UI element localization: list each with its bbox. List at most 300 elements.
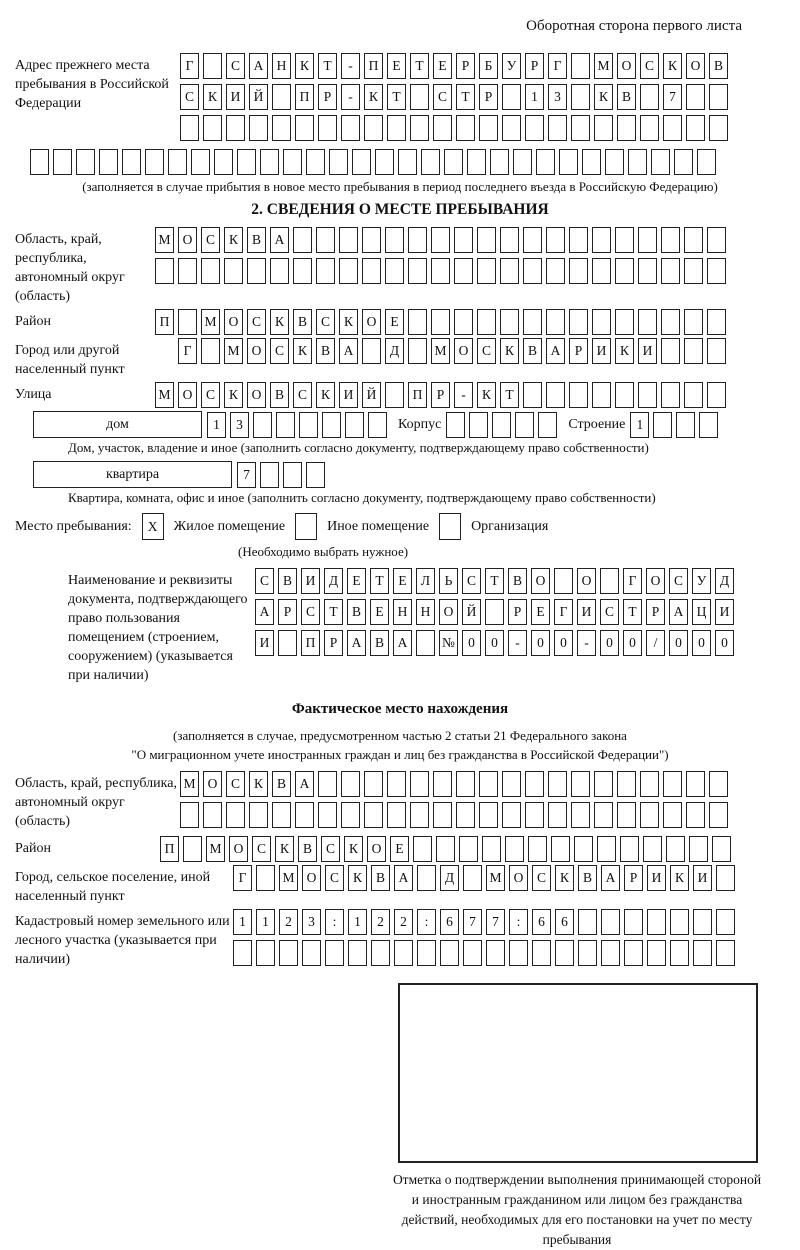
city-row xyxy=(178,338,726,364)
form-cell xyxy=(387,802,406,828)
form-cell xyxy=(385,258,404,284)
form-cell xyxy=(272,84,291,110)
form-cell xyxy=(155,258,174,284)
form-cell xyxy=(385,382,404,408)
form-cell xyxy=(479,802,498,828)
form-cell: Т xyxy=(485,568,504,594)
prev-address-row-2 xyxy=(180,84,728,110)
form-cell xyxy=(30,149,49,175)
prev-address-rows xyxy=(180,53,728,146)
form-cell xyxy=(214,149,233,175)
form-cell xyxy=(551,836,570,862)
form-cell: С xyxy=(325,865,344,891)
district-label: Район xyxy=(15,314,51,329)
form-cell: К xyxy=(275,836,294,862)
house-box: дом xyxy=(33,411,202,438)
form-cell: В xyxy=(278,568,297,594)
form-cell xyxy=(433,115,452,141)
document-row-3 xyxy=(255,630,734,656)
form-cell: 1 xyxy=(348,909,367,935)
form-cell: О xyxy=(203,771,222,797)
form-cell xyxy=(709,115,728,141)
district-row xyxy=(155,309,726,335)
form-cell: 7 xyxy=(663,84,682,110)
form-cell: Р xyxy=(624,865,643,891)
form-cell: М xyxy=(431,338,450,364)
form-cell: М xyxy=(155,227,174,253)
form-cell: Р xyxy=(479,84,498,110)
form-cell: Т xyxy=(410,53,429,79)
form-cell: И xyxy=(592,338,611,364)
form-cell: М xyxy=(180,771,199,797)
form-cell xyxy=(592,309,611,335)
form-cell xyxy=(661,227,680,253)
form-cell xyxy=(417,865,436,891)
form-cell xyxy=(256,865,275,891)
form-cell xyxy=(122,149,141,175)
form-cell: Г xyxy=(623,568,642,594)
cadastre-rows xyxy=(233,909,735,971)
cadastre-row-2 xyxy=(233,940,735,966)
form-cell: О xyxy=(224,309,243,335)
form-cell: М xyxy=(206,836,225,862)
form-cell xyxy=(716,909,735,935)
form-cell xyxy=(446,412,465,438)
form-cell xyxy=(385,227,404,253)
form-cell xyxy=(318,802,337,828)
form-cell: О xyxy=(247,338,266,364)
form-cell xyxy=(615,309,634,335)
form-cell xyxy=(375,149,394,175)
form-cell xyxy=(201,258,220,284)
form-cell: В xyxy=(523,338,542,364)
form-cell: С xyxy=(255,568,274,594)
form-cell xyxy=(663,115,682,141)
actual-location-note-2: "О миграционном учете иностранных граждан и лиц без гражданства в Российской Федерации") xyxy=(131,747,669,762)
form-cell xyxy=(237,149,256,175)
form-cell xyxy=(316,258,335,284)
form-cell: Д xyxy=(324,568,343,594)
form-cell: С xyxy=(226,771,245,797)
region-rows xyxy=(155,227,726,289)
form-cell xyxy=(224,258,243,284)
form-cell xyxy=(661,382,680,408)
form-cell xyxy=(716,865,735,891)
form-cell xyxy=(178,258,197,284)
form-cell: Н xyxy=(393,599,412,625)
form-cell: Д xyxy=(440,865,459,891)
form-cell: К xyxy=(224,382,243,408)
form-cell xyxy=(99,149,118,175)
form-cell xyxy=(276,412,295,438)
form-cell xyxy=(444,149,463,175)
form-cell: С xyxy=(180,84,199,110)
form-cell: А xyxy=(339,338,358,364)
form-cell xyxy=(546,382,565,408)
form-cell: 2 xyxy=(371,909,390,935)
form-cell xyxy=(387,115,406,141)
form-cell xyxy=(592,382,611,408)
form-cell: 3 xyxy=(230,412,249,438)
form-cell xyxy=(523,227,542,253)
form-cell xyxy=(53,149,72,175)
form-cell: № xyxy=(439,630,458,656)
form-cell xyxy=(653,412,672,438)
form-cell xyxy=(362,227,381,253)
form-cell: В xyxy=(347,599,366,625)
form-cell: О xyxy=(686,53,705,79)
form-cell xyxy=(709,771,728,797)
form-cell: 0 xyxy=(669,630,688,656)
form-cell: В xyxy=(370,630,389,656)
apartment-note: Квартира, комната, офис и иное (заполнить согласно документу, подтверждающему право собственности) xyxy=(68,490,656,505)
form-cell xyxy=(666,836,685,862)
form-cell xyxy=(387,771,406,797)
form-cell: Г xyxy=(178,338,197,364)
form-cell xyxy=(707,227,726,253)
form-cell xyxy=(689,836,708,862)
form-cell: С xyxy=(301,599,320,625)
form-cell xyxy=(697,149,716,175)
form-cell xyxy=(684,382,703,408)
form-cell xyxy=(293,227,312,253)
form-cell xyxy=(628,149,647,175)
actual-region-label: Область, край, республика, автономный округ (область) xyxy=(15,776,177,829)
prev-address-row-1 xyxy=(180,53,728,79)
form-cell xyxy=(647,909,666,935)
stay-type-row xyxy=(0,513,800,540)
form-cell: Б xyxy=(479,53,498,79)
form-cell xyxy=(339,227,358,253)
form-cell xyxy=(454,309,473,335)
document-row-1 xyxy=(255,568,734,594)
actual-location-note-1: (заполняется в случае, предусмотренном частью 2 статьи 21 Федерального закона xyxy=(173,728,627,743)
form-cell xyxy=(362,338,381,364)
form-cell: В xyxy=(272,771,291,797)
form-cell xyxy=(617,802,636,828)
form-cell xyxy=(546,227,565,253)
form-cell xyxy=(341,802,360,828)
form-cell xyxy=(574,836,593,862)
form-cell xyxy=(640,84,659,110)
form-cell xyxy=(592,227,611,253)
form-cell xyxy=(638,309,657,335)
form-cell xyxy=(571,771,590,797)
form-cell: О xyxy=(302,865,321,891)
form-cell xyxy=(502,802,521,828)
form-cell xyxy=(670,909,689,935)
form-cell xyxy=(536,149,555,175)
document-row-2 xyxy=(255,599,734,625)
form-cell: Т xyxy=(387,84,406,110)
form-cell xyxy=(431,227,450,253)
form-cell xyxy=(676,412,695,438)
form-cell xyxy=(661,338,680,364)
form-cell: Н xyxy=(272,53,291,79)
form-cell xyxy=(463,940,482,966)
form-cell: О xyxy=(646,568,665,594)
form-cell xyxy=(554,568,573,594)
form-cell xyxy=(594,115,613,141)
form-cell xyxy=(515,412,534,438)
form-cell: О xyxy=(362,309,381,335)
cadastre-label: Кадастровый номер земельного или лесного участка (указывается при наличии) xyxy=(15,914,230,967)
form-cell: - xyxy=(341,53,360,79)
form-cell xyxy=(318,115,337,141)
form-cell: Т xyxy=(370,568,389,594)
form-cell xyxy=(615,382,634,408)
form-cell: С xyxy=(600,599,619,625)
actual-region-field xyxy=(0,771,800,833)
form-cell xyxy=(477,227,496,253)
form-cell: П xyxy=(160,836,179,862)
form-cell: А xyxy=(601,865,620,891)
form-cell: М xyxy=(594,53,613,79)
form-cell: Й xyxy=(362,382,381,408)
form-cell: : xyxy=(417,909,436,935)
form-cell: О xyxy=(178,227,197,253)
form-cell xyxy=(345,412,364,438)
form-cell xyxy=(594,802,613,828)
actual-district-field xyxy=(0,836,800,862)
form-cell xyxy=(341,115,360,141)
form-cell xyxy=(203,802,222,828)
form-cell xyxy=(502,84,521,110)
form-cell xyxy=(569,382,588,408)
form-cell: С xyxy=(293,382,312,408)
form-cell: И xyxy=(577,599,596,625)
form-cell xyxy=(663,771,682,797)
form-cell xyxy=(615,227,634,253)
form-cell xyxy=(640,115,659,141)
form-cell xyxy=(505,836,524,862)
form-cell: К xyxy=(594,84,613,110)
form-cell: С xyxy=(321,836,340,862)
form-cell: Й xyxy=(462,599,481,625)
form-cell: О xyxy=(531,568,550,594)
actual-region-rows xyxy=(180,771,728,833)
form-cell xyxy=(362,258,381,284)
stay-type-option-residential: Жилое помещение xyxy=(173,518,286,534)
form-cell xyxy=(440,940,459,966)
form-cell xyxy=(548,115,567,141)
form-cell: Е xyxy=(370,599,389,625)
region-label: Область, край, республика, автономный округ (область) xyxy=(15,232,125,304)
cadastre-field xyxy=(0,909,800,971)
region-row-1 xyxy=(155,227,726,253)
form-cell xyxy=(479,115,498,141)
form-cell xyxy=(352,149,371,175)
form-cell: О xyxy=(178,382,197,408)
form-cell xyxy=(249,115,268,141)
form-cell xyxy=(528,836,547,862)
form-cell xyxy=(663,802,682,828)
form-cell xyxy=(256,940,275,966)
form-cell xyxy=(651,149,670,175)
form-cell: С xyxy=(640,53,659,79)
form-cell: С xyxy=(669,568,688,594)
form-cell: В xyxy=(578,865,597,891)
city-field xyxy=(0,338,800,379)
form-cell: В xyxy=(617,84,636,110)
form-cell: У xyxy=(692,568,711,594)
form-cell xyxy=(348,940,367,966)
form-cell xyxy=(525,802,544,828)
form-cell xyxy=(168,149,187,175)
form-cell xyxy=(467,149,486,175)
form-cell: : xyxy=(509,909,528,935)
form-cell: К xyxy=(293,338,312,364)
form-cell xyxy=(191,149,210,175)
document-rows xyxy=(255,568,734,661)
actual-city-field xyxy=(0,865,800,906)
form-cell xyxy=(707,338,726,364)
form-cell: Ь xyxy=(439,568,458,594)
form-cell: Д xyxy=(715,568,734,594)
apartment-box: квартира xyxy=(33,461,232,488)
form-cell: П xyxy=(364,53,383,79)
form-cell: О xyxy=(439,599,458,625)
form-cell xyxy=(693,940,712,966)
actual-district-label: Район xyxy=(15,841,51,856)
form-cell: И xyxy=(339,382,358,408)
form-cell xyxy=(617,115,636,141)
form-cell: А xyxy=(546,338,565,364)
form-cell: К xyxy=(663,53,682,79)
form-cell: Т xyxy=(456,84,475,110)
form-cell: К xyxy=(670,865,689,891)
form-cell: О xyxy=(617,53,636,79)
form-cell: И xyxy=(647,865,666,891)
form-cell xyxy=(306,462,325,488)
form-cell xyxy=(431,258,450,284)
document-field xyxy=(0,568,800,685)
form-cell xyxy=(408,227,427,253)
form-cell: Н xyxy=(416,599,435,625)
form-cell xyxy=(617,771,636,797)
form-cell xyxy=(431,309,450,335)
confirmation-stamp-note: Отметка о подтверждении выполнения принимающей стороной и иностранным гражданином или лицом без гражданства действий, необходимых для его постановки на учет по месту пребывания xyxy=(392,1172,762,1247)
form-cell: Р xyxy=(278,599,297,625)
korpus-label: Корпус xyxy=(398,416,442,432)
form-cell xyxy=(421,149,440,175)
form-cell xyxy=(233,940,252,966)
form-cell: 0 xyxy=(462,630,481,656)
district-field xyxy=(0,309,800,335)
confirmation-stamp-box xyxy=(398,983,758,1163)
form-cell xyxy=(272,115,291,141)
form-cell: М xyxy=(224,338,243,364)
prev-address-note: (заполняется в случае прибытия в новое место пребывания в период последнего въезда в Российскую Федерацию) xyxy=(82,179,718,194)
form-cell xyxy=(600,568,619,594)
stroenie-label: Строение xyxy=(568,416,626,432)
form-cell xyxy=(661,309,680,335)
form-cell xyxy=(410,771,429,797)
form-cell xyxy=(283,462,302,488)
form-cell: И xyxy=(693,865,712,891)
form-cell xyxy=(490,149,509,175)
form-cell xyxy=(638,258,657,284)
form-cell xyxy=(699,412,718,438)
form-cell: И xyxy=(715,599,734,625)
form-cell xyxy=(684,258,703,284)
house-note: Дом, участок, владение и иное (заполнить согласно документу, подтверждающему право собственности) xyxy=(68,440,649,455)
form-cell: Т xyxy=(623,599,642,625)
form-cell xyxy=(500,227,519,253)
form-cell: О xyxy=(577,568,596,594)
stay-type-label: Место пребывания: xyxy=(15,518,132,534)
form-cell: Р xyxy=(569,338,588,364)
form-cell xyxy=(686,802,705,828)
form-cell: 0 xyxy=(623,630,642,656)
form-cell: В xyxy=(709,53,728,79)
form-cell xyxy=(260,149,279,175)
form-cell: 2 xyxy=(394,909,413,935)
form-cell: 6 xyxy=(532,909,551,935)
region-field xyxy=(0,227,800,306)
form-cell xyxy=(502,115,521,141)
form-cell: 7 xyxy=(463,909,482,935)
form-cell: 3 xyxy=(548,84,567,110)
form-cell xyxy=(684,309,703,335)
actual-region-row-2 xyxy=(180,802,728,828)
form-cell: К xyxy=(224,227,243,253)
form-cell xyxy=(548,771,567,797)
form-cell xyxy=(417,940,436,966)
form-cell xyxy=(278,630,297,656)
form-cell: А xyxy=(393,630,412,656)
form-cell xyxy=(454,227,473,253)
form-cell xyxy=(578,909,597,935)
form-cell xyxy=(605,149,624,175)
form-cell xyxy=(459,836,478,862)
form-cell xyxy=(482,836,501,862)
house-number-cells xyxy=(207,412,387,438)
form-cell xyxy=(371,940,390,966)
form-cell xyxy=(341,771,360,797)
form-cell xyxy=(454,258,473,284)
form-cell xyxy=(408,309,427,335)
prev-address-label: Адрес прежнего места пребывания в Российской Федерации xyxy=(15,58,169,111)
form-cell: 1 xyxy=(207,412,226,438)
stay-type-checkbox-organization xyxy=(439,513,461,540)
stay-type-option-organization: Организация xyxy=(471,518,549,534)
form-cell: О xyxy=(247,382,266,408)
form-cell: Е xyxy=(393,568,412,594)
form-cell: И xyxy=(301,568,320,594)
form-cell xyxy=(408,338,427,364)
form-cell: Л xyxy=(416,568,435,594)
form-cell: А xyxy=(669,599,688,625)
form-cell xyxy=(479,771,498,797)
form-cell: М xyxy=(486,865,505,891)
form-cell xyxy=(316,227,335,253)
cadastre-row-1 xyxy=(233,909,735,935)
form-cell xyxy=(247,258,266,284)
form-cell xyxy=(279,940,298,966)
form-cell: С xyxy=(477,338,496,364)
form-cell: Е xyxy=(390,836,409,862)
form-cell xyxy=(368,412,387,438)
form-cell xyxy=(299,412,318,438)
form-cell xyxy=(500,309,519,335)
form-cell xyxy=(546,258,565,284)
form-cell xyxy=(398,149,417,175)
form-cell: - xyxy=(577,630,596,656)
form-cell xyxy=(410,802,429,828)
form-cell: Е xyxy=(531,599,550,625)
form-cell: К xyxy=(344,836,363,862)
